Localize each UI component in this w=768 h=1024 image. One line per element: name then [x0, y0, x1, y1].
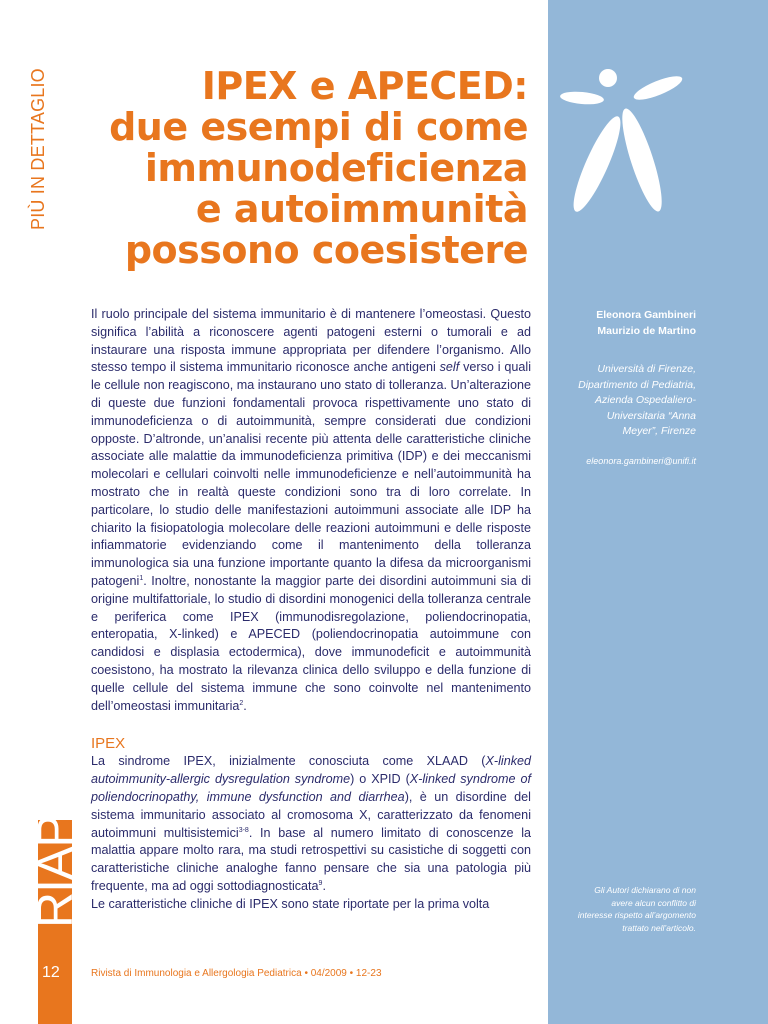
author-email[interactable]: eleonora.gambineri@unifi.it: [586, 456, 696, 466]
text-run-italic: self: [439, 360, 460, 375]
section-heading-ipex: IPEX: [91, 735, 126, 753]
text-run: ) o XPID (: [350, 772, 410, 787]
author-name: Maurizio de Martino: [597, 325, 696, 337]
affiliation-line: Universitaria “Anna: [606, 409, 696, 422]
title-line: e autoimmunità: [195, 187, 528, 231]
title-line: IPEX e APECED:: [201, 64, 528, 108]
text-run: . Inoltre, nonostante la maggior parte dei disordini autoimmuni sia di origine multifattoriale, lo studio di disordini monogenici della tolleranza centrale e periferica come IPEX (immunodisregolazione, poliendocrinopatia, enteropatia, X-linked) e APECED (poliendocrinopatia autoimmune con candidosi e displasia ectodermica), dove immunodeficit e autoimmunità coesistono, ha mostrato la rilevanza clinica dello sviluppo e della funzione di quelle cellule del sistema immune che sono coinvolte nel mantenimento dell’omeostasi immunitaria: [91, 573, 531, 713]
conflict-disclaimer: [560, 884, 696, 934]
text-run: verso i quali le cellule non reagiscono, ma instaurano uno stato di tolleranza. Un’alterazione di queste due funzioni fondamentali provoca rispettivamente uno stato di immunodeficienza o di autoimmunità, sempre considerati due condizioni opposte. D’altronde, un’analisi recente più attenta delle caratteristiche cliniche associate alle malattie da immunodeficienza primitiva (IDP) e dei meccanismi molecolari e cellulari coinvolti nelle immunodeficienze e nell’autoimmunità ha mostrato che in realtà queste condizioni sono tra di loro correlate. In particolare, lo studio delle manifestazioni autoimmuni associate alle IDP ha chiarito la fisiopatologia molecolare delle reazioni autoimmuni e delle risposte infiammatorie evidenziando come il mantenimento della tolleranza immunologica sia una funzione importante quanto la difesa da microorganismi patogeni: [91, 360, 531, 588]
reference-marker[interactable]: 1: [139, 574, 144, 582]
article-body: [91, 306, 531, 914]
reference-marker[interactable]: 9: [318, 879, 323, 887]
disclaimer-line: trattato nell’articolo.: [622, 922, 696, 933]
affiliation: [560, 362, 696, 440]
disclaimer-line: Gli Autori dichiarano di non: [594, 885, 696, 895]
title-line: possono coesistere: [124, 228, 528, 272]
article-title: [68, 66, 528, 271]
text-run: La sindrome IPEX, inizialmente conosciuta come XLAAD (: [91, 754, 486, 769]
affiliation-line: Università di Firenze,: [597, 363, 696, 375]
journal-logo: RIAP: [27, 815, 83, 928]
text-run-italic: X-linked autoimmunity-allergic dysregulation syndrome: [91, 754, 531, 787]
text-run: ), è un disordine del sistema immunitario associato al cromosoma X, caratterizzato da fenomeni autoimmuni multisistemici: [91, 789, 531, 840]
author-name: Eleonora Gambineri: [596, 309, 696, 321]
journal-figure-logo-icon: [560, 60, 690, 220]
title-line: immunodeficienza: [144, 146, 528, 190]
affiliation-line: Meyer”, Firenze: [622, 425, 696, 437]
page-number: 12: [42, 964, 60, 981]
text-run: . In base al numero limitato di conoscenze la malattia appare molto rara, ma studi retrospettivi su casistiche di soggetti con caratteristiche cliniche analoghe fanno pensare che sia una patologia più frequente, ma ad oggi sottodiagnosticata: [91, 825, 532, 893]
authors: [560, 307, 696, 339]
disclaimer-line: avere alcun conflitto di: [611, 897, 696, 908]
reference-marker[interactable]: 3-8: [238, 826, 249, 834]
journal-footer: Rivista di Immunologia e Allergologia Pediatrica • 04/2009 • 12-23: [91, 968, 382, 979]
text-run: .: [322, 878, 326, 893]
intro-paragraph: [91, 306, 531, 715]
section-label: PIÙ IN DETTAGLIO: [28, 68, 48, 230]
disclaimer-line: interesse rispetto all’argomento: [577, 910, 696, 920]
affiliation-line: Dipartimento di Pediatria,: [578, 378, 696, 391]
title-line: due esempi di come: [109, 105, 528, 149]
text-run: .: [243, 698, 247, 713]
ipex-paragraph: Le caratteristiche cliniche di IPEX sono state riportate per la prima volta: [91, 896, 490, 911]
ipex-paragraph: [91, 753, 531, 895]
text-run: Il ruolo principale del sistema immunitario è di mantenere l’omeostasi. Questo significa l’abilità a riconoscere agenti patogeni esterni o tumorali e ad instaurare una risposta immune appropriata per difendere l’organismo. Allo stesso tempo il sistema immunitario riconosce anche antigeni: [91, 307, 531, 375]
text-run-italic: X-linked syndrome of poliendocrinopathy, immune dysfunction and diarrhea: [91, 772, 531, 804]
reference-marker[interactable]: 2: [239, 699, 244, 707]
affiliation-line: Azienda Ospedaliero-: [595, 394, 696, 406]
